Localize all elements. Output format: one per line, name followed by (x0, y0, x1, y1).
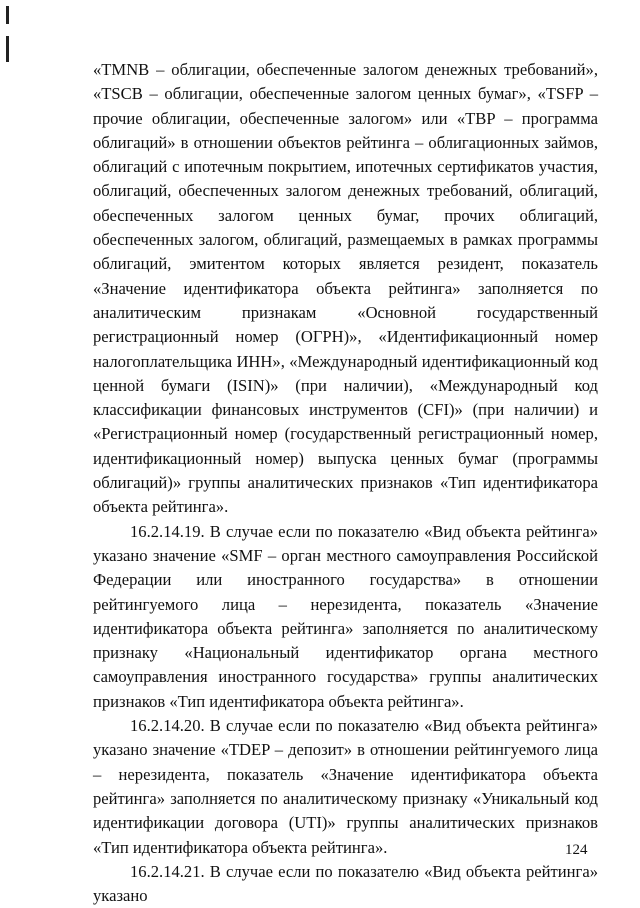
paragraph-16-2-14-21: 16.2.14.21. В случае если по показателю «Вид объекта рейтинга» указано (93, 861, 598, 906)
paragraph-16-2-14-20: 16.2.14.20. В случае если по показателю «Вид объекта рейтинга» указано значение «TDEP – депозит» в отношении рейтингуемого лица – нерезидента, показатель «Значение идентификатора объекта рейтинга» заполняется по аналитическому признаку «Уникальный код идентификации договора (UTI)» группы аналитических признаков «Тип идентификатора объекта рейтинга». (93, 716, 598, 857)
margin-bar-bottom (6, 36, 9, 62)
document-body (93, 58, 598, 908)
paragraph-16-2-14-19: 16.2.14.19. В случае если по показателю «Вид объекта рейтинга» указано значение «SMF – орган местного самоуправления Российской Федерации или иностранного государства» в отношении рейтингуемого лица – нерезидента, показатель «Значение идентификатора объекта рейтинга» заполняется по аналитическому признаку «Национальный идентификатор органа местного самоуправления иностранного государства» группы аналитических признаков «Тип идентификатора объекта рейтинга». (93, 521, 598, 711)
page-number: 124 (565, 842, 588, 858)
paragraph-continuation: «TMNB – облигации, обеспеченные залогом денежных требований», «TSCB – облигации, обеспеченные залогом ценных бумаг», «TSFP – прочие облигации, обеспеченные залогом» или «TBP – программа облигаций» в отношении объектов рейтинга – облигационных займов, облигаций с ипотечным покрытием, ипотечных сертификатов участия, облигаций, обеспеченных залогом денежных требований, облигаций, обеспеченных залогом ценных бумаг, прочих облигаций, обеспеченных залогом, облигаций, размещаемых в рамках программы облигаций, эмитентом которых является резидент, показатель «Значение идентификатора объекта рейтинга» заполняется по аналитическим признакам «Основной государственный регистрационный номер (ОГРН)», «Идентификационный номер налогоплательщика ИНН», «Международный идентификационный код ценной бумаги (ISIN)» (при наличии), «Международный код классификации финансовых инструментов (CFI)» (при наличии) и «Регистрационный номер (государственный регистрационный номер, идентификационный номер) выпуска ценных бумаг (программы облигаций)» группы аналитических признаков «Тип идентификатора объекта рейтинга». (93, 60, 598, 517)
margin-bar-top (6, 6, 9, 24)
